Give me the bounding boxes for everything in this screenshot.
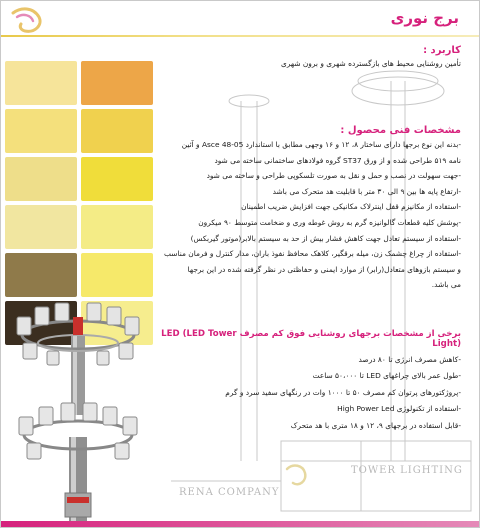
- led-spec-line: -پروژکتورهای پرتوان کم مصرف ۵۰ تا ۱۰۰۰ وات در رنگهای سفید سرد و گرم: [225, 387, 461, 397]
- spec-line: -بدنه این نوع برجها دارای ساختار ۸، ۱۲ و ۱۶ وجهی مطابق با استاندارد Asce 48-05 و آئین: [181, 140, 461, 149]
- led-spec-line: -قابل استفاده در برجهای ۹، ۱۲ و ۱۸ متری با هد متحرک: [290, 420, 461, 430]
- application-line: تأمین روشنایی محیط های بازگسترده شهری و برون شهری: [281, 59, 461, 68]
- specs-heading: مشخصات فنی محصول :: [340, 125, 461, 136]
- led-specs-list: [163, 352, 461, 434]
- led-spec-line: -کاهش مصرف انرژی تا ۸۰ درصد: [358, 355, 461, 364]
- led-tower-head-illustration-1: [3, 295, 153, 415]
- specs-list: [163, 137, 461, 293]
- company-watermark: RENA COMPANY: [179, 487, 280, 498]
- title-bar: [1, 1, 479, 37]
- spec-line: -استفاده از سیستم تعادل جهت کاهش فشار بیش از حد به سیستم بالابر(موتور گیربکس): [190, 233, 461, 243]
- page-title: برج نوری: [390, 9, 459, 27]
- photo-swatch: [5, 61, 77, 105]
- application-text: [163, 56, 461, 72]
- led-specs-heading: برخی از مشخصات برجهای روشنایی فوق کم مصرف LED (LED Tower Light): [161, 329, 461, 349]
- photo-swatch: [5, 205, 77, 249]
- footer-bar: [1, 521, 479, 527]
- spec-line: نامه ۵۱۹ طراحی شده و از ورق ST37 گروه فولادهای ساختمانی ساخته می شود: [214, 155, 461, 165]
- led-spec-line: -طول عمر بالای چراغهای LED تا ۵۰،۰۰۰ ساعت: [312, 371, 461, 381]
- application-heading: کاربرد :: [423, 45, 461, 56]
- led-spec-line: -استفاده از تکنولوژی High Power Led: [337, 404, 461, 414]
- photo-swatch: [81, 61, 153, 105]
- photo-swatch: [81, 253, 153, 297]
- brand-logo-icon: [7, 3, 47, 39]
- spec-line: -پوشش کلیه قطعات گالوانیزه گرم به روش غوطه وری و ضخامت متوسط ۹۰ میکرون: [198, 217, 461, 227]
- spec-line: -جهت سهولت در نصب و حمل و نقل به صورت تلسکوپی طراحی و ساخته می شود: [206, 171, 461, 181]
- spec-line: -استفاده از چراغ چشمک زن، میله برقگیر، کلاهک محافظ نفوذ باران، مدار کنترل و فرمان مناسب: [164, 249, 461, 259]
- spec-line: و سیستم بازوهای متعادل(رابر) از موارد ایمنی و حفاظتی در نظر گرفته شده در این برجها: [187, 264, 461, 274]
- content-area: [161, 39, 461, 509]
- photo-swatch: [5, 253, 77, 297]
- spec-line: -ارتفاع پایه ها بین ۹ الی ۳۰ متر با قابلیت هد متحرک می باشد: [272, 186, 461, 196]
- photo-swatch: [5, 157, 77, 201]
- spec-line: -استفاده از مکانیزم قفل اینترلاک مکانیکی جهت افزایش ضریب اطمینان: [241, 202, 461, 212]
- photo-swatch: [81, 157, 153, 201]
- photo-swatch: [81, 205, 153, 249]
- title-divider: [1, 35, 479, 37]
- photo-swatch: [5, 109, 77, 153]
- spec-line: می باشد.: [431, 280, 461, 290]
- led-tower-head-illustration-2: [3, 401, 153, 521]
- drawing-title-watermark: TOWER LIGHTING: [351, 465, 463, 476]
- photo-swatch: [81, 109, 153, 153]
